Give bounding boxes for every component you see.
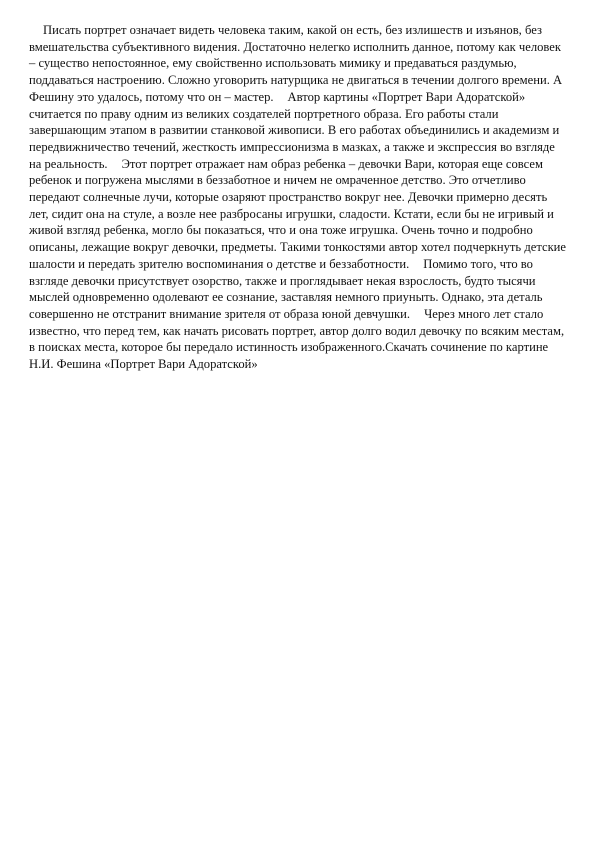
essay-paragraph xyxy=(29,22,569,373)
essay-text-part-1: Писать портрет означает видеть человека таким, какой он есть, без излишеств и изъянов, без вмешательства субъективного видения. Достаточно нелегко исполнить данное, потому как человек – существо непостоянное, ему свойственно использовать мимику и предаваться раздумью, поддаваться настроению. Сложно уговорить натурщика не двигаться в течении долгого времени. А Фешину это удалось, потому что он – мастер. xyxy=(29,23,563,104)
essay-text-part-4: Помимо того, что во взгляде девочки присутствует озорство, также и проглядывает некая взрослость, будто тысячи мыслей одновременно одолевают ее сознание, заставляя немного приуныть. Однако, эта деталь совершенно не отстранит внимание зрителя от образа юной девчушки. xyxy=(29,256,543,321)
essay-text-part-2: Автор картины «Портрет Вари Адоратской» считается по праву одним из великих создателей портретного образа. Его работы стали завершающим этапом в развитии станковой живописи. В его работах объединились и академизм и передвижничество течений, жесткость импрессионизма в мазках, а также и экспрессия во взгляде на реальность. xyxy=(29,89,560,171)
essay-text-part-5: Через много лет стало известно, что перед тем, как начать рисовать портрет, автор долго водил девочку по всяким местам, в поисках места, которое бы передало истинность изображенного. xyxy=(29,306,565,355)
essay-text-part-3: Этот портрет отражает нам образ ребенка – девочки Вари, которая еще совсем ребенок и погружена мыслями в беззаботное и ничем не омраченное детство. Это отчетливо передают солнечные лучи, которые озаряют пространство вокруг нее. Девочки примерно десять лет, сидит она на стуле, а возле нее разбросаны игрушки, сладости. Кстати, если бы не игривый и живой взгляд ребенка, могло бы показаться, что и она тоже игрушка. Очень точно и подробно описаны, лежащие вокруг девочки, предметы. Такими тонкостями автор хотел подчеркнуть детские шалости и передать зрителю воспоминания о детстве и беззаботности. xyxy=(29,156,567,271)
essay-download-line: Скачать сочинение по картине Н.И. Фешина «Портрет Вари Адоратской» xyxy=(29,340,549,372)
